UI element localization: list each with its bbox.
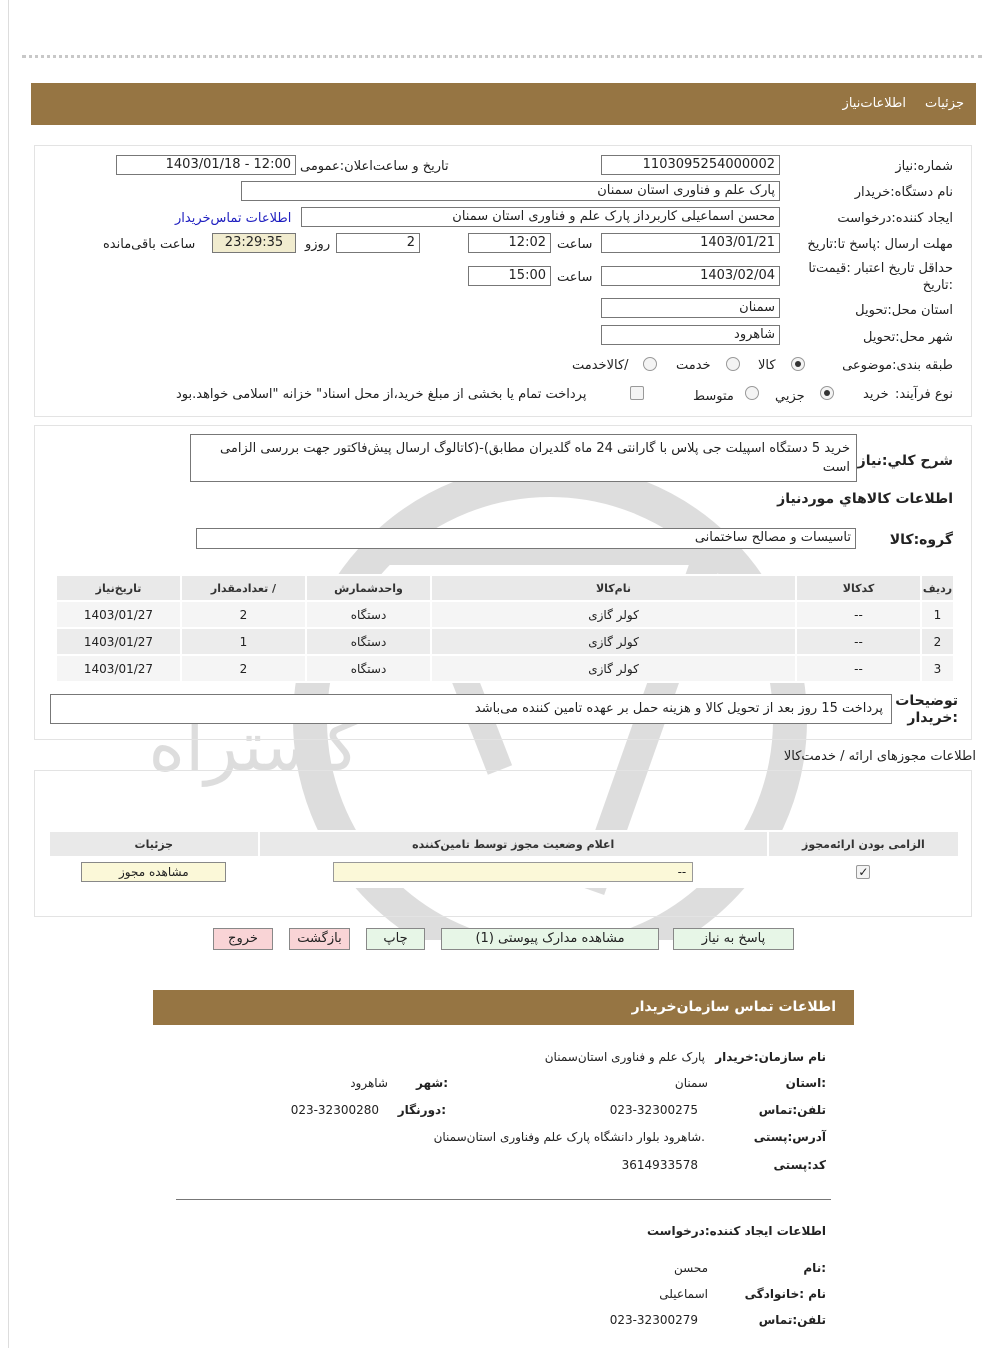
contact-postal-value: 3614933578 xyxy=(621,1158,698,1172)
contact-org-label: نام سازمان:خریدار xyxy=(715,1050,826,1064)
col-unit: واحدشمارش xyxy=(306,575,431,601)
province-label: استان محل:تحویل xyxy=(855,303,953,318)
tab-need-info[interactable]: اطلاعات‌نیاز xyxy=(842,96,906,111)
remaining-time-field: 23:29:35 xyxy=(212,233,296,253)
contact-fax-value: 023-32300280 xyxy=(290,1103,379,1117)
col-goods-code: کدکالا xyxy=(796,575,921,601)
permit-status-cell xyxy=(259,857,768,887)
table-row xyxy=(56,655,954,682)
deadline-date-field: 1403/01/21 xyxy=(601,233,780,253)
unit: دستگاه xyxy=(306,628,431,655)
permit-status-field: -- xyxy=(333,862,693,882)
attachments-button[interactable]: مشاهده مدارک پیوستی (1) xyxy=(441,928,659,950)
page-header-bar xyxy=(31,83,976,125)
creator-label: ایجاد کننده:درخواست xyxy=(837,211,953,226)
creator-phone-label: تلفن:تماس xyxy=(758,1313,826,1327)
contact-header-bar xyxy=(153,990,854,1025)
contact-province-value: سمنان xyxy=(674,1076,708,1090)
process-medium-label: متوسط xyxy=(693,389,734,404)
view-permit-button[interactable]: مشاهده مجوز xyxy=(81,862,226,882)
contact-title: اطلاعات تماس سازمان‌خریدار xyxy=(631,999,836,1015)
quantity: 2 xyxy=(181,655,306,682)
contact-city-value: شاهرود xyxy=(350,1076,388,1090)
creator-name-label: :نام xyxy=(803,1261,826,1275)
row-number: 2 xyxy=(921,628,954,655)
permit-required-checkbox[interactable]: ✓ xyxy=(858,865,869,880)
col-permit-required: الزامی بودن ارائه‌مجوز xyxy=(768,831,959,857)
announce-label: تاریخ و ساعت‌اعلان:عمومی xyxy=(300,159,449,174)
process-medium-radio[interactable] xyxy=(745,386,759,400)
process-buy-label: خرید xyxy=(863,387,889,402)
row-number: 1 xyxy=(921,601,954,628)
process-label: نوع فرآیند: xyxy=(895,387,953,402)
goods-name: کولر گازی xyxy=(431,601,796,628)
need-date: 1403/01/27 xyxy=(56,601,181,628)
creator-phone-value: 023-32300279 xyxy=(609,1313,698,1327)
permits-title: اطلاعات مجوزهای ارائه / خدمت‌کالا xyxy=(783,749,976,764)
top-dotted-divider xyxy=(22,55,982,58)
creator-info-title: اطلاعات ایجاد کننده:درخواست xyxy=(646,1224,826,1238)
need-date: 1403/01/27 xyxy=(56,628,181,655)
col-quantity: / تعدادمقدار xyxy=(181,575,306,601)
contact-address-value: .شاهرود بلوار دانشگاه پارک علم وفناوری استان‌سمنان xyxy=(433,1130,705,1144)
goods-code: -- xyxy=(796,601,921,628)
col-goods-name: نام‌کالا xyxy=(431,575,796,601)
treasury-payment-checkbox[interactable] xyxy=(630,386,644,400)
contact-province-label: :استان xyxy=(785,1076,826,1090)
city-label: شهر محل:تحویل xyxy=(863,330,953,345)
unit: دستگاه xyxy=(306,655,431,682)
creator-family-label: نام :خانوادگی xyxy=(744,1287,826,1301)
reply-button[interactable]: پاسخ به نیاز xyxy=(673,928,794,950)
validity-date-field: 1403/02/04 xyxy=(601,266,780,286)
process-partial-radio[interactable] xyxy=(820,386,834,400)
row-number: 3 xyxy=(921,655,954,682)
buyer-contact-link[interactable]: اطلاعات تماس‌خریدار xyxy=(175,211,292,226)
creator-family-value: اسماعیلی xyxy=(659,1287,708,1301)
validity-time-field: 15:00 xyxy=(468,266,551,286)
col-need-date: تاریخ‌نیاز xyxy=(56,575,181,601)
contact-phone-label: تلفن:تماس xyxy=(758,1103,826,1117)
validity-time-label: ساعت xyxy=(557,270,593,285)
deadline-time-label: ساعت xyxy=(557,237,593,252)
category-service-label: خدمت xyxy=(676,358,711,373)
table-row xyxy=(56,628,954,655)
category-service-radio[interactable] xyxy=(726,357,740,371)
col-permit-status: اعلام وضعیت مجوز توسط تامین‌کننده xyxy=(259,831,768,857)
contact-phone-value: 023-32300275 xyxy=(609,1103,698,1117)
category-both-radio[interactable] xyxy=(643,357,657,371)
category-goods-label: کالا xyxy=(758,358,776,373)
summary-text: خرید 5 دستگاه اسپیلت جی پلاس با گارانتی 24 ماه گلدیران مطابق)-(کاتالوگ ارسال پیش‌فاکتور جهت بررسی الزامی است xyxy=(190,434,857,482)
print-button[interactable]: چاپ xyxy=(366,928,425,950)
goods-group-label: گروه:کالا xyxy=(889,532,953,548)
validity-label: حداقل تاریخ اعتبار :قیمت‌تا :تاریخ xyxy=(808,261,953,293)
table-row xyxy=(49,857,959,887)
col-permit-details: جزئیات xyxy=(49,831,259,857)
days-field: 2 xyxy=(336,233,420,253)
contact-org-value: پارک علم و فناوری استان‌سمنان xyxy=(544,1050,705,1064)
table-row xyxy=(56,601,954,628)
creator-field: محسن اسماعیلی کاربرداز پارک علم و فناوری استان سمنان xyxy=(301,207,780,227)
need-number-field: 1103095254000002 xyxy=(601,155,780,175)
goods-group-field: تاسیسات و مصالح ساختمانی xyxy=(196,528,856,549)
remaining-label: ساعت باقی‌مانده xyxy=(103,237,196,252)
deadline-label: مهلت ارسال :پاسخ تا:تاریخ xyxy=(807,237,953,252)
buyer-org-field: پارک علم و فناوری استان سمنان xyxy=(241,181,780,201)
treasury-payment-note: پرداخت تمام یا بخشی از مبلغ خرید،از محل اسناد" خزانه "اسلامی خواهد.بود xyxy=(176,387,587,402)
permits-table xyxy=(48,830,960,888)
goods-code: -- xyxy=(796,628,921,655)
need-date: 1403/01/27 xyxy=(56,655,181,682)
category-label: طبقه بندی:موضوعی xyxy=(842,358,953,373)
goods-name: کولر گازی xyxy=(431,655,796,682)
goods-info-heading: اطلاعات کالاهاي موردنیاز xyxy=(777,491,953,507)
contact-city-label: :شهر xyxy=(416,1076,448,1090)
buyer-org-label: نام دستگاه:خریدار xyxy=(854,185,953,200)
contact-divider xyxy=(176,1199,831,1200)
goods-name: کولر گازی xyxy=(431,628,796,655)
svg-text:گستراه: گستراه xyxy=(148,705,360,787)
quantity: 2 xyxy=(181,601,306,628)
process-partial-label: جزيي xyxy=(775,389,805,404)
contact-address-label: آدرس:پستی xyxy=(753,1130,826,1144)
city-field: شاهرود xyxy=(601,325,780,345)
province-field: سمنان xyxy=(601,298,780,318)
exit-button[interactable]: خروج xyxy=(213,928,273,950)
buyer-notes-label: توضیحات :خریدار xyxy=(895,693,958,726)
need-number-label: شماره:نیاز xyxy=(895,159,953,174)
buyer-notes-text: پرداخت 15 روز بعد از تحویل کالا و هزینه حمل بر عهده تامین کننده می‌باشد xyxy=(50,694,892,724)
back-button[interactable]: بازگشت xyxy=(289,928,350,950)
col-row-number: ردیف xyxy=(921,575,954,601)
creator-name-value: محسن xyxy=(673,1261,708,1275)
announce-field: 1403/01/18 - 12:00 xyxy=(116,155,296,175)
goods-table xyxy=(55,574,955,683)
quantity: 1 xyxy=(181,628,306,655)
category-both-label: /کالاخدمت xyxy=(572,358,629,373)
unit: دستگاه xyxy=(306,601,431,628)
permit-required-cell xyxy=(768,857,959,887)
tab-details[interactable]: جزئيات xyxy=(925,96,964,111)
summary-label: شرح کلي:نیاز xyxy=(857,453,953,469)
left-guide-line xyxy=(8,0,9,1348)
deadline-time-field: 12:02 xyxy=(468,233,551,253)
contact-fax-label: :دورنگار xyxy=(397,1103,446,1117)
category-goods-radio[interactable] xyxy=(791,357,805,371)
goods-code: -- xyxy=(796,655,921,682)
contact-postal-label: کد:پستی xyxy=(773,1158,826,1172)
permit-details-cell xyxy=(49,857,259,887)
days-label: روزو xyxy=(305,237,331,252)
